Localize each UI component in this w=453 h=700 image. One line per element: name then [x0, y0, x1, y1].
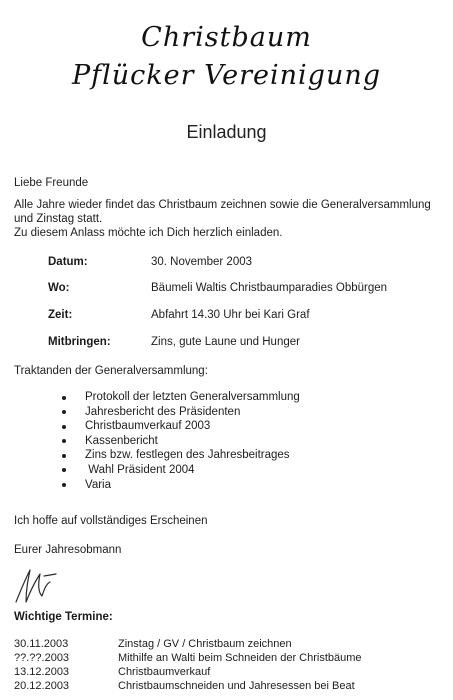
agenda-item-text: Kassenbericht [85, 434, 158, 447]
agenda-item-text: Wahl Präsident 2004 [85, 463, 195, 476]
signature-image [10, 562, 60, 610]
termin-date: 13.12.2003 [14, 666, 70, 678]
page-title: Einladung [186, 122, 267, 142]
termin-text: Christbaumschneiden und Jahresessen bei Beat [118, 680, 355, 692]
detail-label-date: Datum: [48, 256, 88, 268]
bullet-icon [62, 454, 66, 458]
bullet-icon [62, 396, 66, 400]
termin-text: Christbaumverkauf [118, 666, 211, 678]
agenda-item-text: Varia [85, 478, 111, 491]
termine-heading: Wichtige Termine: [14, 611, 113, 623]
detail-value-time: Abfahrt 14.30 Uhr bei Kari Graf [151, 309, 310, 321]
bullet-icon [62, 410, 66, 414]
agenda-item-text: Jahresbericht des Präsidenten [85, 405, 241, 418]
bullet-icon [62, 425, 66, 429]
termin-date: 30.11.2003 [14, 638, 69, 650]
termin-date: 20.12.2003 [14, 680, 70, 692]
agenda-heading: Traktanden der Generalversammlung: [14, 365, 208, 377]
detail-value-location: Bäumeli Waltis Christbaumparadies Obbürgen [151, 282, 388, 294]
detail-label-bring: Mitbringen: [48, 336, 111, 348]
detail-value-date: 30. November 2003 [151, 256, 253, 268]
termin-date: ??.??.2003 [14, 652, 70, 664]
title-line-2: Pflücker Vereinigung [71, 60, 382, 91]
intro-line-1: Alle Jahre wieder findet das Christbaum zeichnen sowie die Generalversammlung [14, 199, 431, 211]
termin-text: Mithilfe an Walti beim Schneiden der Christbäume [118, 652, 362, 664]
bullet-icon [62, 483, 66, 487]
closing-hope: Ich hoffe auf vollständiges Erscheinen [14, 515, 208, 527]
bullet-icon [62, 439, 66, 443]
agenda-item-text: Zins bzw. festlegen des Jahresbeitrages [85, 449, 290, 462]
intro-line-2: und Zinstag statt. [14, 213, 103, 225]
termin-text: Zinstag / GV / Christbaum zeichnen [118, 638, 292, 650]
detail-label-location: Wo: [48, 282, 70, 294]
intro-line-3: Zu diesem Anlass möchte ich Dich herzlich einladen. [14, 227, 283, 239]
agenda-item-text: Protokoll der letzten Generalversammlung [85, 391, 300, 403]
closing-sign-off: Eurer Jahresobmann [14, 544, 122, 556]
bullet-icon [62, 468, 66, 472]
detail-label-time: Zeit: [48, 309, 73, 321]
agenda-item-text: Christbaumverkauf 2003 [85, 420, 211, 433]
title-line-1: Christbaum [141, 22, 312, 53]
detail-value-bring: Zins, gute Laune und Hunger [151, 336, 300, 348]
greeting: Liebe Freunde [14, 177, 89, 189]
